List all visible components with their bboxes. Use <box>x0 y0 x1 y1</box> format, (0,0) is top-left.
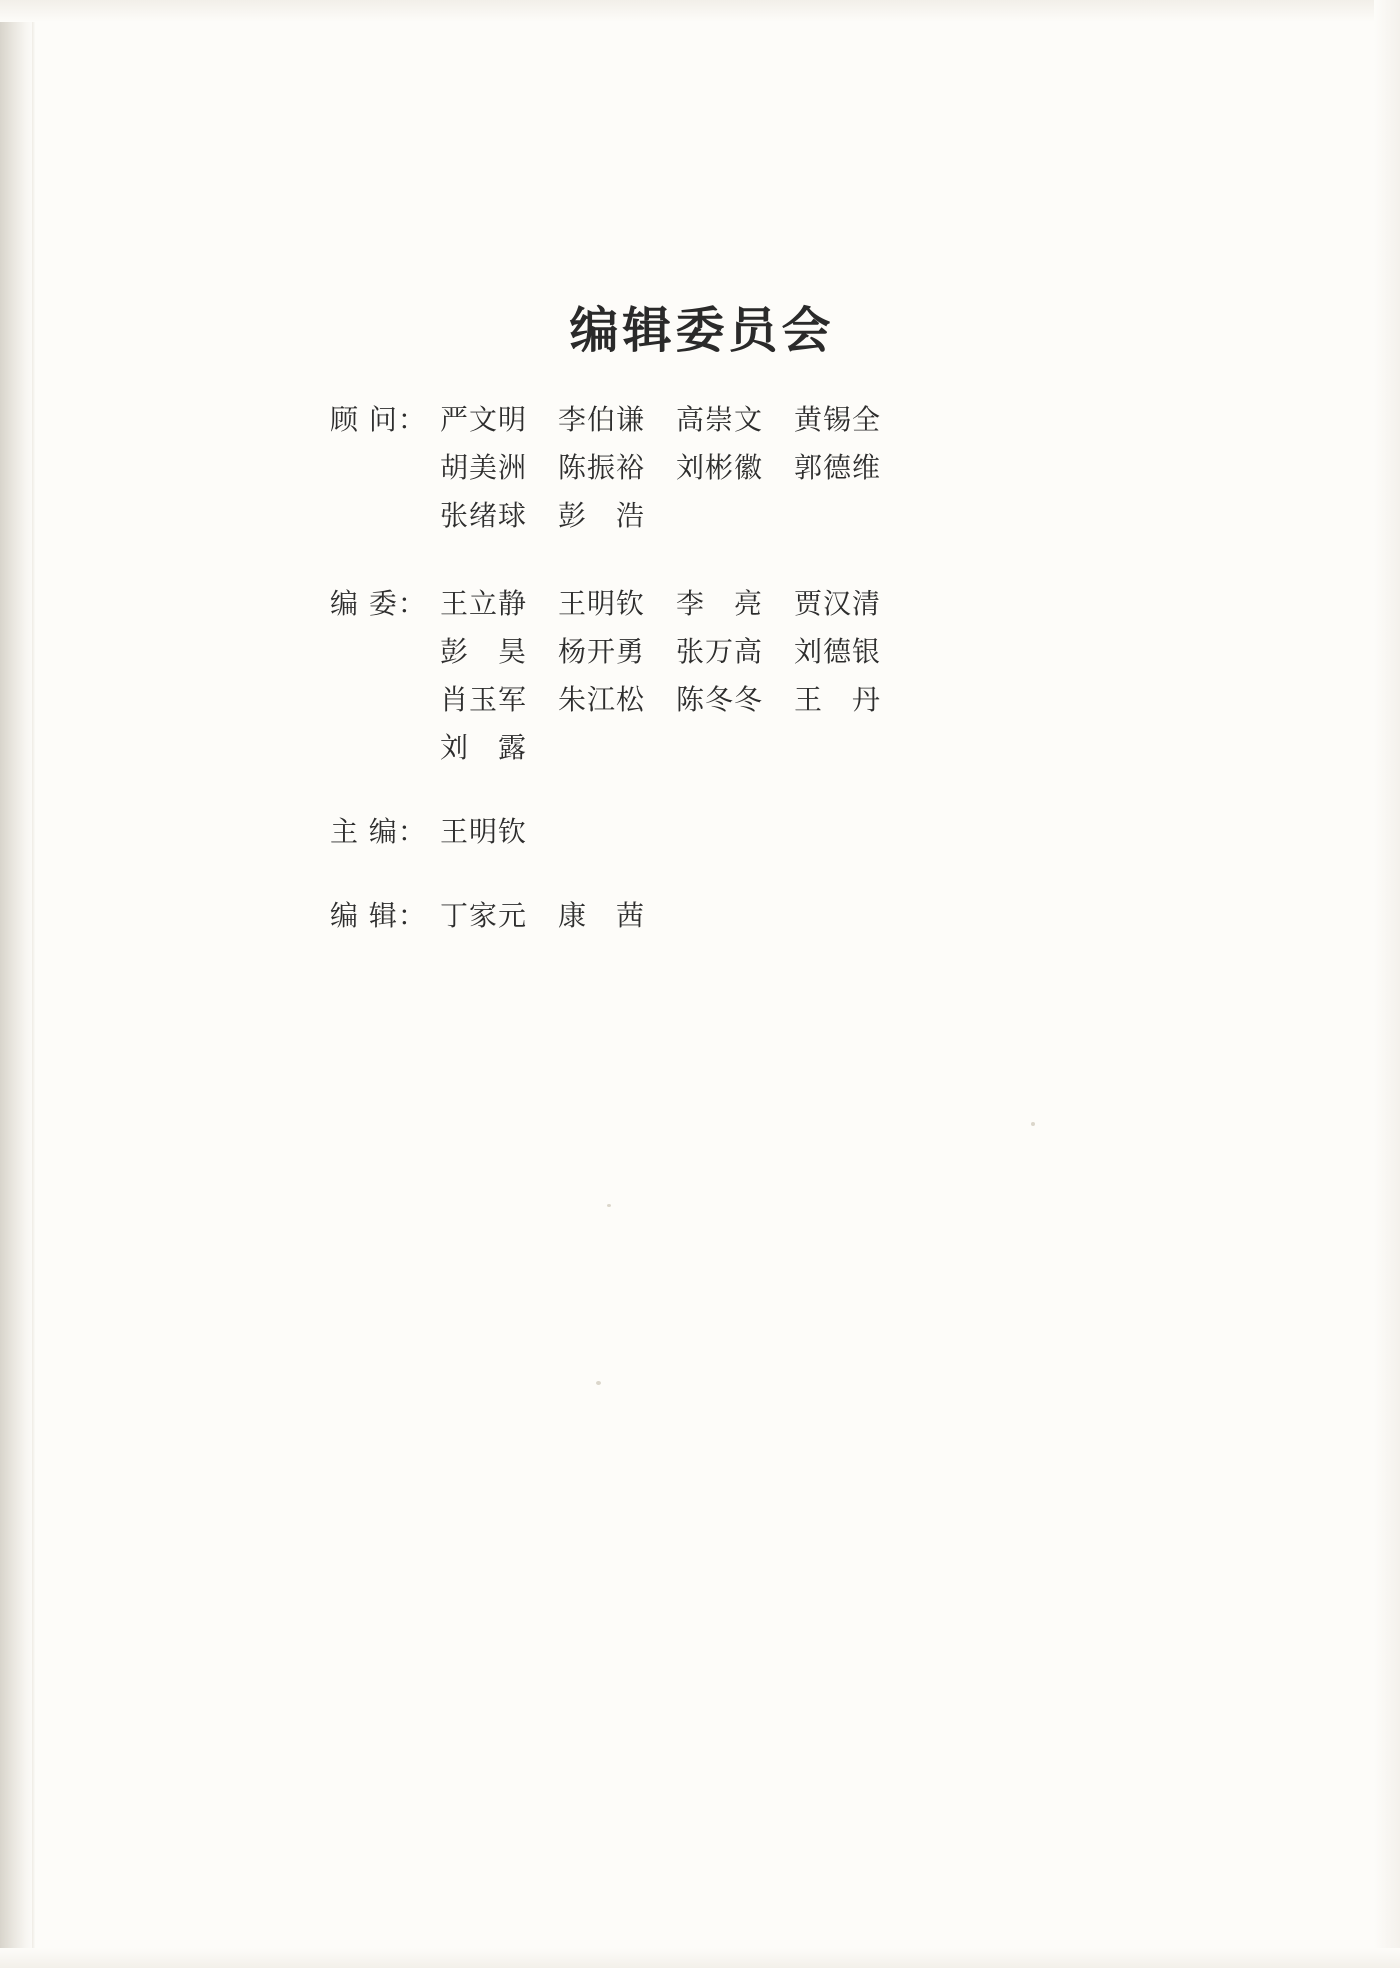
committee-row <box>330 630 1030 678</box>
committee-names <box>440 726 558 766</box>
committee-label-advisors: 顾 问： <box>330 403 427 436</box>
page-title: 编辑委员会 <box>569 301 835 359</box>
committee-section-editors <box>330 894 1030 942</box>
committee-member-name: 刘彬徽 <box>676 451 764 484</box>
committee-names <box>440 494 676 534</box>
committee-section-advisors <box>330 398 1030 542</box>
committee-member-name: 严文明 <box>440 403 528 436</box>
committee-row <box>330 678 1030 726</box>
committee-row <box>330 894 1030 942</box>
committee-label-editor-in-chief: 主 编： <box>330 815 427 848</box>
committee-names <box>440 630 912 670</box>
committee-member-name: 张绪球 <box>440 499 528 532</box>
committee-member-name: 郭德维 <box>794 451 882 484</box>
committee-member-name: 张万高 <box>676 635 764 668</box>
committee-row <box>330 726 1030 774</box>
committee-label-editors: 编 辑： <box>330 899 427 932</box>
committee-section-editorial-board <box>330 582 1030 774</box>
committee-member-name: 刘 露 <box>440 731 528 764</box>
committee-row <box>330 398 1030 446</box>
committee-member-name: 康 茜 <box>558 899 646 932</box>
committee-names <box>440 582 912 622</box>
committee-member-name: 朱江松 <box>558 683 646 716</box>
committee-member-name: 王立静 <box>440 587 528 620</box>
committee-row <box>330 810 1030 858</box>
committee-member-name: 王明钦 <box>440 815 528 848</box>
committee-names <box>440 446 912 486</box>
committee-member-name: 陈振裕 <box>558 451 646 484</box>
committee-member-name: 刘德银 <box>794 635 882 668</box>
committee-label-editorial-board: 编 委： <box>330 587 427 620</box>
committee-member-name: 杨开勇 <box>558 635 646 668</box>
section-gap <box>330 542 1030 582</box>
committee-member-name: 李伯谦 <box>558 403 646 436</box>
committee-member-name: 丁家元 <box>440 899 528 932</box>
committee-member-name: 贾汉清 <box>794 587 882 620</box>
committee-member-name: 肖玉军 <box>440 683 528 716</box>
committee-member-name: 王明钦 <box>558 587 646 620</box>
committee-member-name: 陈冬冬 <box>676 683 764 716</box>
committee-names <box>440 810 558 850</box>
committee-row <box>330 582 1030 630</box>
committee-section-editor-in-chief <box>330 810 1030 858</box>
committee-member-name: 彭 昊 <box>440 635 528 668</box>
committee-names <box>440 894 676 934</box>
committee-member-name: 李 亮 <box>676 587 764 620</box>
committee-list <box>330 398 1030 942</box>
committee-member-name: 黄锡全 <box>794 403 882 436</box>
committee-member-name: 高崇文 <box>676 403 764 436</box>
committee-row <box>330 446 1030 494</box>
committee-names <box>440 678 912 718</box>
committee-names <box>440 398 912 438</box>
committee-member-name: 彭 浩 <box>558 499 646 532</box>
committee-member-name: 胡美洲 <box>440 451 528 484</box>
section-gap <box>330 858 1030 894</box>
section-gap <box>330 774 1030 810</box>
committee-member-name: 王 丹 <box>794 683 882 716</box>
committee-row <box>330 494 1030 542</box>
